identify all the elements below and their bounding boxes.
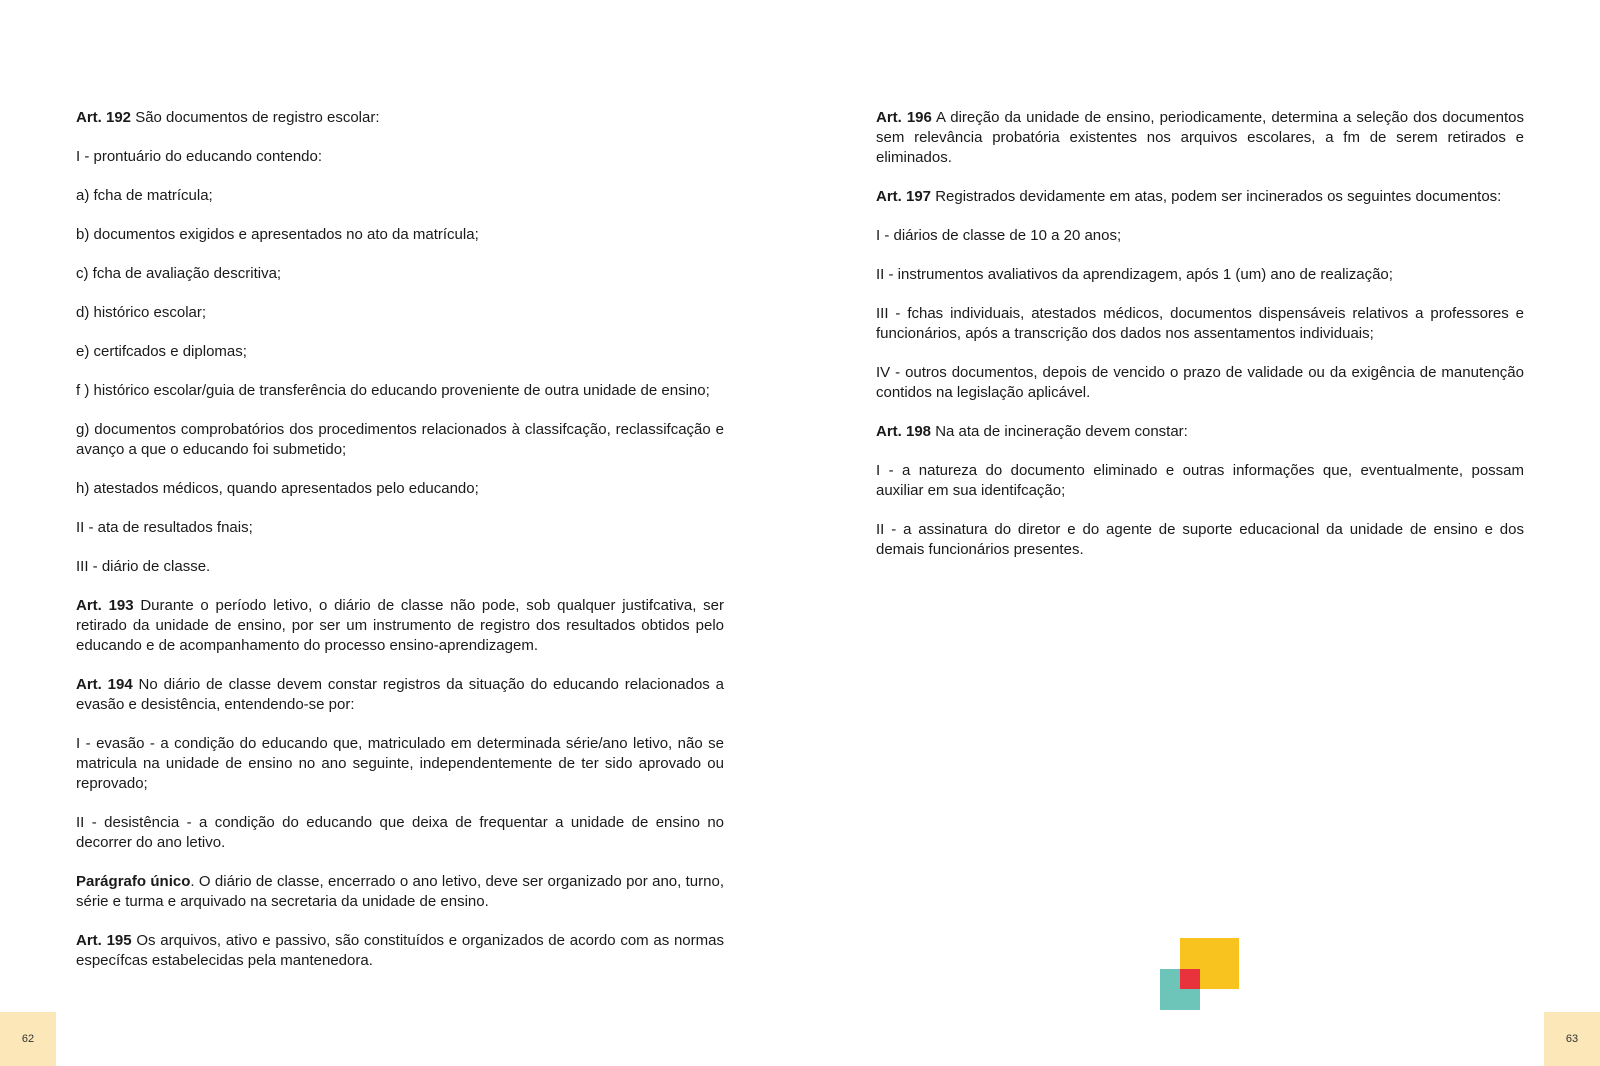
paragraph-text: b) documentos exigidos e apresentados no ato da matrícula; <box>76 226 479 243</box>
paragraph <box>76 675 724 715</box>
left-page-text <box>76 108 724 990</box>
paragraph-text: III - fchas individuais, atestados médicos, documentos dispensáveis relativos a professores e funcionários, após a transcrição dos dados nos assentamentos individuais; <box>876 305 1524 342</box>
paragraph-text: f ) histórico escolar/guia de transferência do educando proveniente de outra unidade de ensino; <box>76 382 710 399</box>
paragraph-text: . O diário de classe, encerrado o ano letivo, deve ser organizado por ano, turno, série e turma e arquivado na secretaria da unidade de ensino. <box>76 873 724 910</box>
paragraph <box>876 461 1524 501</box>
logo-red-square <box>1180 969 1200 989</box>
paragraph-text: Durante o período letivo, o diário de classe não pode, sob qualquer justifcativa, ser retirado da unidade de ensino, por ser um instrumento de registro dos resultados obtidos pelo educando e de acompanhamento do processo ensino-aprendizagem. <box>76 597 724 654</box>
paragraph-text: g) documentos comprobatórios dos procedimentos relacionados à classifcação, reclassifcação e avanço a que o educando foi submetido; <box>76 421 724 458</box>
paragraph-text: a) fcha de matrícula; <box>76 187 213 204</box>
paragraph <box>876 108 1524 168</box>
paragraph-text: I - evasão - a condição do educando que, matriculado em determinada série/ano letivo, não se matricula na unidade de ensino no ano seguinte, independentemente de ter sido aprovado ou reprovado; <box>76 735 724 792</box>
page-number-right <box>1544 1012 1600 1066</box>
paragraph-text: h) atestados médicos, quando apresentados pelo educando; <box>76 480 479 497</box>
paragraph <box>76 596 724 656</box>
paragraph <box>876 265 1524 285</box>
paragraph <box>76 518 724 538</box>
paragraph <box>876 226 1524 246</box>
paragraph-text: II - instrumentos avaliativos da aprendizagem, após 1 (um) ano de realização; <box>876 266 1393 283</box>
paragraph <box>876 520 1524 560</box>
paragraph <box>76 108 724 128</box>
paragraph <box>76 342 724 362</box>
paragraph <box>76 381 724 401</box>
article-label: Art. 197 <box>876 188 932 205</box>
paragraph-text: Registrados devidamente em atas, podem ser incinerados os seguintes documentos: <box>931 188 1502 205</box>
paragraph <box>876 363 1524 403</box>
paragraph-text: d) histórico escolar; <box>76 304 207 321</box>
article-label: Art. 194 <box>76 676 133 693</box>
paragraph <box>76 264 724 284</box>
article-label: Parágrafo único <box>76 873 191 890</box>
right-page-text <box>876 108 1524 579</box>
paragraph <box>76 557 724 577</box>
article-label: Art. 198 <box>876 423 932 440</box>
paragraph-text: A direção da unidade de ensino, periodicamente, determina a seleção dos documentos sem relevância probatória existentes nos arquivos escolares, a fm de serem retirados e eliminados. <box>876 109 1524 166</box>
paragraph-text: c) fcha de avaliação descritiva; <box>76 265 282 282</box>
paragraph-text: II - ata de resultados fnais; <box>76 519 253 536</box>
page-number-left <box>0 1012 56 1066</box>
page-number-right-label: 63 <box>1565 1033 1579 1045</box>
paragraph <box>76 872 724 912</box>
paragraph <box>876 187 1524 207</box>
paragraph <box>76 931 724 971</box>
article-label: Art. 192 <box>76 109 132 126</box>
article-label: Art. 196 <box>876 109 932 126</box>
paragraph <box>76 147 724 167</box>
paragraph <box>76 420 724 460</box>
paragraph <box>76 225 724 245</box>
paragraph-text: I - prontuário do educando contendo: <box>76 148 323 165</box>
paragraph-text: II - a assinatura do diretor e do agente de suporte educacional da unidade de ensino e dos demais funcionários presentes. <box>876 521 1524 558</box>
paragraph-text: São documentos de registro escolar: <box>131 109 380 126</box>
paragraph <box>76 479 724 499</box>
paragraph <box>76 186 724 206</box>
paragraph <box>76 303 724 323</box>
paragraph-text: e) certifcados e diplomas; <box>76 343 247 360</box>
paragraph <box>76 734 724 794</box>
paragraph-text: I - a natureza do documento eliminado e outras informações que, eventualmente, possam auxiliar em sua identifcação; <box>876 462 1524 499</box>
paragraph <box>876 304 1524 344</box>
paragraph-text: IV - outros documentos, depois de vencido o prazo de validade ou da exigência de manutenção contidos na legislação aplicável. <box>876 364 1524 401</box>
page-number-left-label: 62 <box>21 1033 35 1045</box>
decorative-squares-logo <box>1160 938 1240 1010</box>
paragraph-text: Na ata de incineração devem constar: <box>931 423 1188 440</box>
paragraph-text: III - diário de classe. <box>76 558 211 575</box>
paragraph <box>876 422 1524 442</box>
paragraph-text: Os arquivos, ativo e passivo, são constituídos e organizados de acordo com as normas específcas estabelecidas pela mantenedora. <box>76 932 724 969</box>
article-label: Art. 193 <box>76 597 134 614</box>
paragraph-text: I - diários de classe de 10 a 20 anos; <box>876 227 1122 244</box>
paragraph-text: II - desistência - a condição do educando que deixa de frequentar a unidade de ensino no decorrer do ano letivo. <box>76 814 724 851</box>
paragraph <box>76 813 724 853</box>
paragraph-text: No diário de classe devem constar registros da situação do educando relacionados a evasão e desistência, entendendo-se por: <box>76 676 724 713</box>
article-label: Art. 195 <box>76 932 132 949</box>
